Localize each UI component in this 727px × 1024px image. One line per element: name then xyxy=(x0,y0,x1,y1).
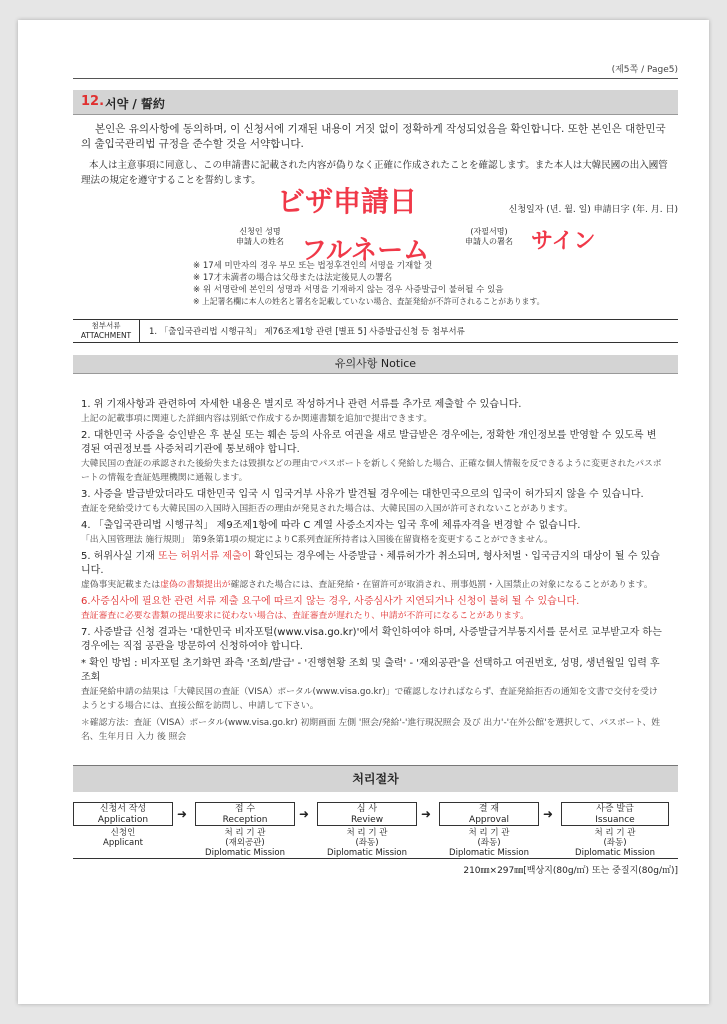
notice-item xyxy=(81,398,666,426)
notice-item xyxy=(81,626,666,654)
notice-item xyxy=(81,657,666,713)
process-actor xyxy=(429,828,549,858)
notice-ko: 1. 위 기재사항과 관련하여 자세한 내용은 별지로 작성하거나 관련 서류를 추가로 제출할 수 있습니다. xyxy=(81,399,522,410)
annotation-full-name: フルネーム xyxy=(301,236,430,266)
actor-line: 처 리 기 관 xyxy=(594,828,636,838)
notice-ko: 5. 허위사실 기재 xyxy=(81,551,159,562)
notice-item xyxy=(81,488,666,516)
step-en: Issuance xyxy=(595,815,635,825)
process-step-reception xyxy=(195,802,295,826)
process-actor xyxy=(185,828,305,858)
annotation-visa-date: ビザ申請日 xyxy=(277,185,418,218)
document-page xyxy=(18,20,709,1004)
name-label-jp: 申請人の姓名 xyxy=(236,237,284,246)
section-title: 서약 / 誓約 xyxy=(105,97,165,111)
actor-line: 처 리 기 관 xyxy=(224,828,266,838)
signature-label-jp: 申請人の署名 xyxy=(465,237,513,246)
notice-header: 유의사항 Notice xyxy=(73,355,678,374)
process-step-review xyxy=(317,802,417,826)
notice-ko: 확인되는 경우에는 사증발급ㆍ체류허가가 취소되며, 형사처벌ㆍ입국금지의 대상이 될 수 있습니다. xyxy=(81,551,660,576)
sign-note: ※ 17才未満者の場合は父母または法定後見人の署名 xyxy=(193,273,393,283)
process-step-application xyxy=(73,802,173,826)
paper-spec: 210㎜×297㎜[백상지(80g/㎡) 또는 중질지(80g/㎡)] xyxy=(463,866,678,876)
name-label xyxy=(225,227,295,247)
actor-line: 처 리 기 관 xyxy=(346,828,388,838)
actor-line: Applicant xyxy=(103,838,143,848)
signature-label xyxy=(459,227,519,247)
step-ko: 사증 발급 xyxy=(596,804,634,814)
sign-note: ※ 17세 미만자의 경우 부모 또는 법정후견인의 서명을 기재할 것 xyxy=(193,261,433,271)
arrow-right-icon: ➜ xyxy=(299,807,310,821)
actor-line: (좌동) xyxy=(355,838,379,848)
step-ko: 심 사 xyxy=(356,804,378,814)
name-label-ko: 신청인 성명 xyxy=(239,227,281,236)
notice-jp-highlight: 虚偽の書類提出が xyxy=(160,580,231,590)
sign-note: ※ 上記署名欄に本人の姓名と署名を記載していない場合、査証発給が不許可されることがあります。 xyxy=(193,297,545,306)
attachment-text: 1. 「출입국관리법 시행규칙」 제76조제1항 관련 [별표 5] 사증발급신청 등 첨부서류 xyxy=(149,327,465,337)
arrow-right-icon: ➜ xyxy=(543,807,554,821)
date-label: 신청일자 (년. 월. 일) 申請日字 (年. 月. 日) xyxy=(508,205,678,215)
process-actor xyxy=(63,828,183,848)
notice-ko: 6.사증심사에 필요한 관련 서류 제출 요구에 따르지 않는 경우, 사증심사가 지연되거나 신청이 불허 될 수 있습니다. xyxy=(81,596,580,607)
section-12-header xyxy=(73,90,678,115)
actor-line: 처 리 기 관 xyxy=(468,828,510,838)
arrow-right-icon: ➜ xyxy=(421,807,432,821)
notice-jp: 「出入国管理法 施行規則」 第9条第1項の規定によりC系列査証所持者は入国後在留資格を変更することができません。 xyxy=(81,535,554,545)
pledge-japanese: 本人は主意事項に同意し、この申請書に記載された内容が偽りなく正確に作成されたことを確認します。また本人は大韓民國の出入國管理法の規定を遵守することを誓約します。 xyxy=(81,160,668,186)
notice-jp: 査証を発給受けても大韓民国の入国時入国拒否の理由が発見された場合は、大韓民国の入国が許可されないことがあります。 xyxy=(81,504,573,514)
arrow-right-icon: ➜ xyxy=(177,807,188,821)
notice-jp: 上記の記載事項に関連した詳細内容は別紙で作成するか関連書類を追加で提出できます。 xyxy=(81,414,433,424)
notice-ko: 3. 사증을 발급받았더라도 대한민국 입국 시 입국거부 사유가 발견될 경우에는 대한민국으로의 입국이 허가되지 않을 수 있습니다. xyxy=(81,489,644,500)
step-en: Reception xyxy=(222,815,268,825)
actor-line: (좌동) xyxy=(603,838,627,848)
process-actor xyxy=(307,828,427,858)
actor-line: Diplomatic Mission xyxy=(449,848,529,858)
step-ko: 접 수 xyxy=(234,804,256,814)
attachment-label-ko: 첨부서류 xyxy=(91,321,121,330)
notice-item xyxy=(81,716,666,744)
notice-jp: 査証発給申請の結果は「大韓民国の査証（VISA）ポータル(www.visa.go.kr)」で確認しなければならず、査証発給拒否の通知を文書で交付を受けようとする場合には、直接公館を訪問し、申請して下さい。 xyxy=(81,687,658,711)
notice-jp: 虚偽事実記載または xyxy=(81,580,161,590)
notice-jp: ＊確認方法：査証（VISA）ポータル(www.visa.go.kr) 初期画面 左側 '照会/発給'-'進行現況照会 及び 出力'-'在外公館'を選択して、パスポート、姓名、生年月日 入力 後 照会 xyxy=(81,718,661,742)
notice-ko: * 확인 방법 : 비자포털 초기화면 좌측 '조회/발급' - '진행현황 조회 및 출력' - '재외공관'을 선택하고 여권번호, 성명, 생년월일 입력 후 조회 xyxy=(81,658,660,683)
notice-jp: 大韓民国の査証の承認された後紛失または毀損などの理由でパスポートを新しく発給した場合、正確な個人情報を反できるように変更されたパスポートの情報を査証処理機関に通報します。 xyxy=(81,459,662,483)
section-number: 12. xyxy=(81,94,105,109)
annotation-signature: サイン xyxy=(531,229,596,254)
notice-item xyxy=(81,519,666,547)
notice-ko: 4. 「출입국관리법 시행규칙」 제9조제1항에 따라 C 계열 사증소지자는 입국 후에 체류자격을 변경할 수 없습니다. xyxy=(81,520,581,531)
step-ko: 신청서 작성 xyxy=(99,804,147,814)
actor-line: Diplomatic Mission xyxy=(205,848,285,858)
attachment-label xyxy=(73,320,140,343)
notice-ko: 2. 대한민국 사증을 승인받은 후 분실 또는 훼손 등의 사유로 여권을 새로 발급받은 경우에는, 정확한 개인정보를 반영할 수 있도록 변경된 여권정보를 사증처리기관에 통보해야 합니다. xyxy=(81,430,657,455)
notice-ko-highlight: 또는 허위서류 제출이 xyxy=(158,551,252,562)
notice-item xyxy=(81,550,666,592)
actor-line: Diplomatic Mission xyxy=(575,848,655,858)
notice-list xyxy=(81,398,666,747)
attachment-row xyxy=(73,319,678,343)
step-en: Approval xyxy=(469,815,509,825)
actor-line: (재외공관) xyxy=(225,838,265,848)
step-en: Application xyxy=(97,815,149,825)
top-rule xyxy=(73,78,678,79)
page-number: (제5쪽 / Page5) xyxy=(611,65,678,75)
signature-label-ko: (자필서명) xyxy=(470,227,508,236)
actor-line: Diplomatic Mission xyxy=(327,848,407,858)
notice-jp: 確認された場合には、査証発給・在留許可が取消され、刑事処罰・入国禁止の対象になることがあります。 xyxy=(230,580,653,590)
signature-notes xyxy=(193,260,553,308)
notice-item xyxy=(81,595,666,623)
step-en: Review xyxy=(350,815,384,825)
notice-jp: 査証審査に必要な書類の提出要求に従わない場合は、査証審査が遅れたり、申請が不許可になることがあります。 xyxy=(81,611,529,621)
actor-line: (좌동) xyxy=(477,838,501,848)
attachment-label-en: ATTACHMENT xyxy=(80,331,132,340)
notice-ko: 7. 사증발급 신청 결과는 '대한민국 비자포털(www.visa.go.kr)'에서 확인하여야 하며, 사증발급거부통지서를 문서로 교부받고자 하는 경우에는 직접 공관을 방문하여 신청하여야 합니다. xyxy=(81,627,662,652)
process-step-issuance xyxy=(561,802,669,826)
bottom-rule xyxy=(73,858,678,859)
process-actor xyxy=(555,828,675,858)
sign-note: ※ 위 서명란에 본인의 성명과 서명을 기재하지 않는 경우 사증발급이 불허될 수 있음 xyxy=(193,285,504,295)
actor-line: 신청인 xyxy=(110,828,136,838)
pledge-korean: 본인은 유의사항에 동의하며, 이 신청서에 기재된 내용이 거짓 없이 정확하게 작성되었음을 확인합니다. 또한 본인은 대한민국의 출입국관리법 규정을 준수할 것을 서약합니다. xyxy=(81,123,666,150)
process-step-approval xyxy=(439,802,539,826)
process-header: 처리절차 xyxy=(73,765,678,792)
notice-item xyxy=(81,429,666,485)
step-ko: 결 재 xyxy=(478,804,500,814)
